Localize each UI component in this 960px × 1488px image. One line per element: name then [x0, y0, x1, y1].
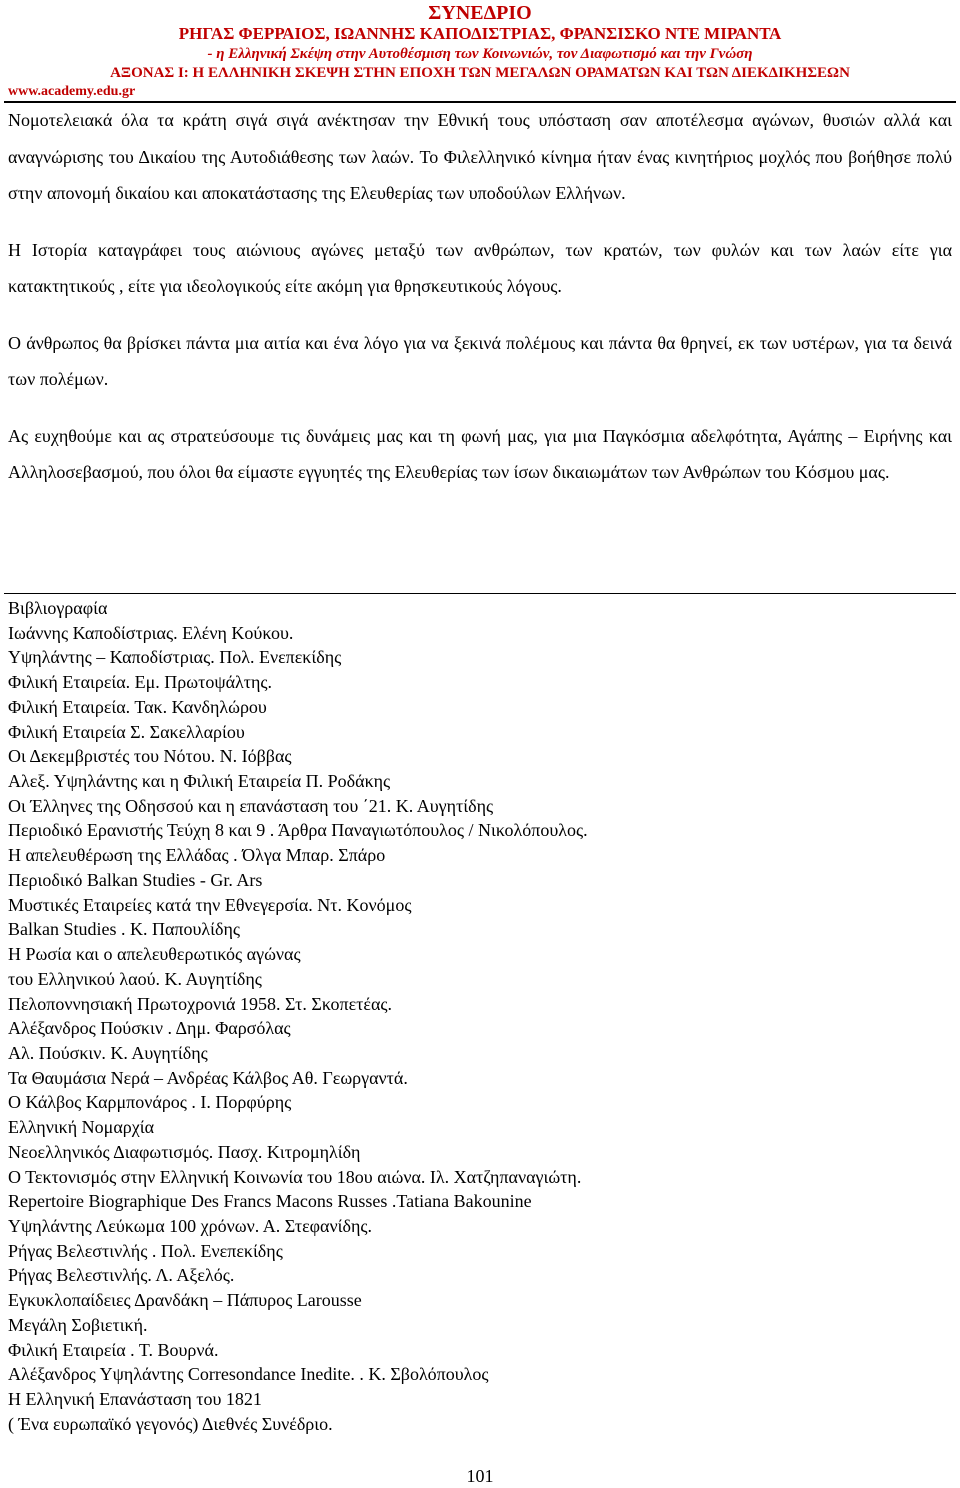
paragraph: Νομοτελειακά όλα τα κράτη σιγά σιγά ανέκτησαν την Εθνική τους υπόσταση σαν αποτέλεσμα αγώνων, θυσιών αλλά και αναγνώρισης του Δικαίου της Αυτοδιάθεσης των λαών. Το Φιλελληνικό κίνημα ήταν ένας κινητήριος μοχλός που βοήθησε πολύ στην απονομή δικαίου και αποκατάστασης της Ελευθερίας των υποδούλων Ελλήνων. [8, 110, 952, 203]
conference-axis: ΑΞΟΝΑΣ Ι: Η ΕΛΛΗΝΙΚΗ ΣΚΕΨΗ ΣΤΗΝ ΕΠΟΧΗ ΤΩΝ ΜΕΓΑΛΩΝ ΟΡΑΜΑΤΩΝ ΚΑΙ ΤΩΝ ΔΙΕΚΔΙΚΗΣΕΩΝ [110, 65, 850, 81]
bibliography-item: Ρήγας Βελεστινλής. Λ. Αξελός. [8, 1265, 235, 1286]
bibliography-item: Ιωάννης Καποδίστριας. Ελένη Κούκου. [8, 622, 294, 643]
page-number: 101 [466, 1466, 494, 1486]
bibliography-item: Υψηλάντης – Καποδίστριας. Πολ. Ενεπεκίδης [8, 647, 342, 668]
bibliography-item: Τα Θαυμάσια Νερά – Ανδρέας Κάλβος Αθ. Γεωργαντά. [8, 1067, 408, 1088]
bibliography-item: Φιλική Εταιρεία Σ. Σακελλαρίου [8, 721, 245, 742]
bibliography-item: Αλεξ. Υψηλάντης και η Φιλική Εταιρεία Π. Ροδάκης [8, 771, 391, 792]
bibliography-divider [4, 593, 956, 594]
bibliography-item: Πελοποννησιακή Πρωτοχρονιά 1958. Στ. Σκοπετέας. [8, 993, 393, 1014]
bibliography-item: ( Ένα ευρωπαϊκό γεγονός) Διεθνές Συνέδριο. [8, 1413, 333, 1434]
conference-names: ΡΗΓΑΣ ΦΕΡΡΑΙΟΣ, ΙΩΑΝΝΗΣ ΚΑΠΟΔΙΣΤΡΙΑΣ, ΦΡΑΝΣΙΣΚΟ ΝΤΕ ΜΙΡΑΝΤΑ [178, 24, 782, 43]
bibliography-item: Φιλική Εταιρεία. Εμ. Πρωτοψάλτης. [8, 672, 273, 693]
paragraph: Ας ευχηθούμε και ας στρατεύσουμε τις δυνάμεις μας και τη φωνή μας, για μια Παγκόσμια αδελφότητα, Αγάπης – Ειρήνης και Αλληλοσεβασμού, που όλοι θα είμαστε εγγυητές της Ελευθερίας των ίσων δικαιωμάτων των Ανθρώπων του Κόσμου μας. [8, 425, 952, 482]
bibliography-item: Repertoire Biographique Des Francs Macons Russes .Tatiana Bakounine [8, 1191, 532, 1212]
body-text [8, 102, 952, 511]
bibliography-item: Η απελευθέρωση της Ελλάδας . Όλγα Μπαρ. Σπάρο [8, 845, 386, 866]
bibliography-item: Αλέξανδρος Πούσκιν . Δημ. Φαρσόλας [8, 1018, 291, 1039]
bibliography-item: Περιοδικό Balkan Studies - Gr. Ars [8, 869, 263, 890]
conference-subtitle: - η Ελληνική Σκέψη στην Αυτοθέσμιση των Κοινωνιών, τον Διαφωτισμό και την Γνώση [207, 46, 753, 62]
bibliography-item: Balkan Studies . Κ. Παπουλίδης [8, 919, 241, 940]
document-header [0, 0, 960, 100]
bibliography-item: Οι Έλληνες της Οδησσού και η επανάσταση του ΄21. Κ. Αυγητίδης [8, 795, 494, 816]
bibliography-item: Ρήγας Βελεστινλής . Πολ. Ενεπεκίδης [8, 1240, 283, 1261]
bibliography-item: Αλέξανδρος Υψηλάντης Corresondance Inedite. . Κ. Σβολόπουλος [8, 1364, 489, 1385]
conference-title: ΣΥΝΕΔΡΙΟ [428, 2, 532, 24]
bibliography-item: Μυστικές Εταιρείες κατά την Εθνεγερσία. Ντ. Κονόμος [8, 894, 412, 915]
bibliography [8, 596, 952, 1436]
bibliography-item: του Ελληνικού λαού. Κ. Αυγητίδης [8, 968, 262, 989]
bibliography-item: Περιοδικό Ερανιστής Τεύχη 8 και 9 . Άρθρα Παναγιωτόπουλος / Νικολόπουλος. [8, 820, 588, 841]
bibliography-item: Ελληνική Νομαρχία [8, 1117, 154, 1138]
bibliography-item: Νεοελληνικός Διαφωτισμός. Πασχ. Κιτρομηλίδη [8, 1141, 361, 1162]
bibliography-item: Αλ. Πούσκιν. Κ. Αυγητίδης [8, 1042, 208, 1063]
bibliography-item: Η Ελληνική Επανάσταση του 1821 [8, 1389, 262, 1409]
bibliography-item: Φιλική Εταιρεία. Τακ. Κανδηλώρου [8, 696, 267, 717]
bibliography-item: Η Ρωσία και ο απελευθερωτικός αγώνας [8, 944, 301, 965]
bibliography-item: Ο Κάλβος Καρμπονάρος . Ι. Πορφύρης [8, 1092, 292, 1113]
paragraph: Η Ιστορία καταγράφει τους αιώνιους αγώνες μεταξύ των ανθρώπων, των κρατών, των φυλών και των λαών είτε για κατακτητικούς , είτε για ιδεολογικούς είτε ακόμη για θρησκευτικούς λόγους. [8, 239, 952, 296]
bibliography-item: Ο Τεκτονισμός στην Ελληνική Κοινωνία του 18ου αιώνα. Ιλ. Χατζηπαναγιώτη. [8, 1166, 582, 1187]
bibliography-item: Μεγάλη Σοβιετική. [8, 1314, 148, 1335]
paragraph: Ο άνθρωπος θα βρίσκει πάντα μια αιτία και ένα λόγο για να ξεκινά πολέμους και πάντα θα θρηνεί, εκ των υστέρων, για τα δεινά των πολέμων. [8, 332, 952, 389]
bibliography-item: Οι Δεκεμβριστές του Νότου. Ν. Ιόββας [8, 746, 292, 767]
website-url: www.academy.edu.gr [8, 84, 136, 99]
bibliography-heading: Βιβλιογραφία [8, 598, 108, 618]
bibliography-item: Φιλική Εταιρεία . Τ. Βουρνά. [8, 1339, 219, 1360]
bibliography-item: Εγκυκλοπαίδειες Δρανδάκη – Πάπυρος Larousse [8, 1290, 362, 1311]
bibliography-item: Υψηλάντης Λεύκωμα 100 χρόνων. Α. Στεφανίδης. [8, 1215, 372, 1236]
